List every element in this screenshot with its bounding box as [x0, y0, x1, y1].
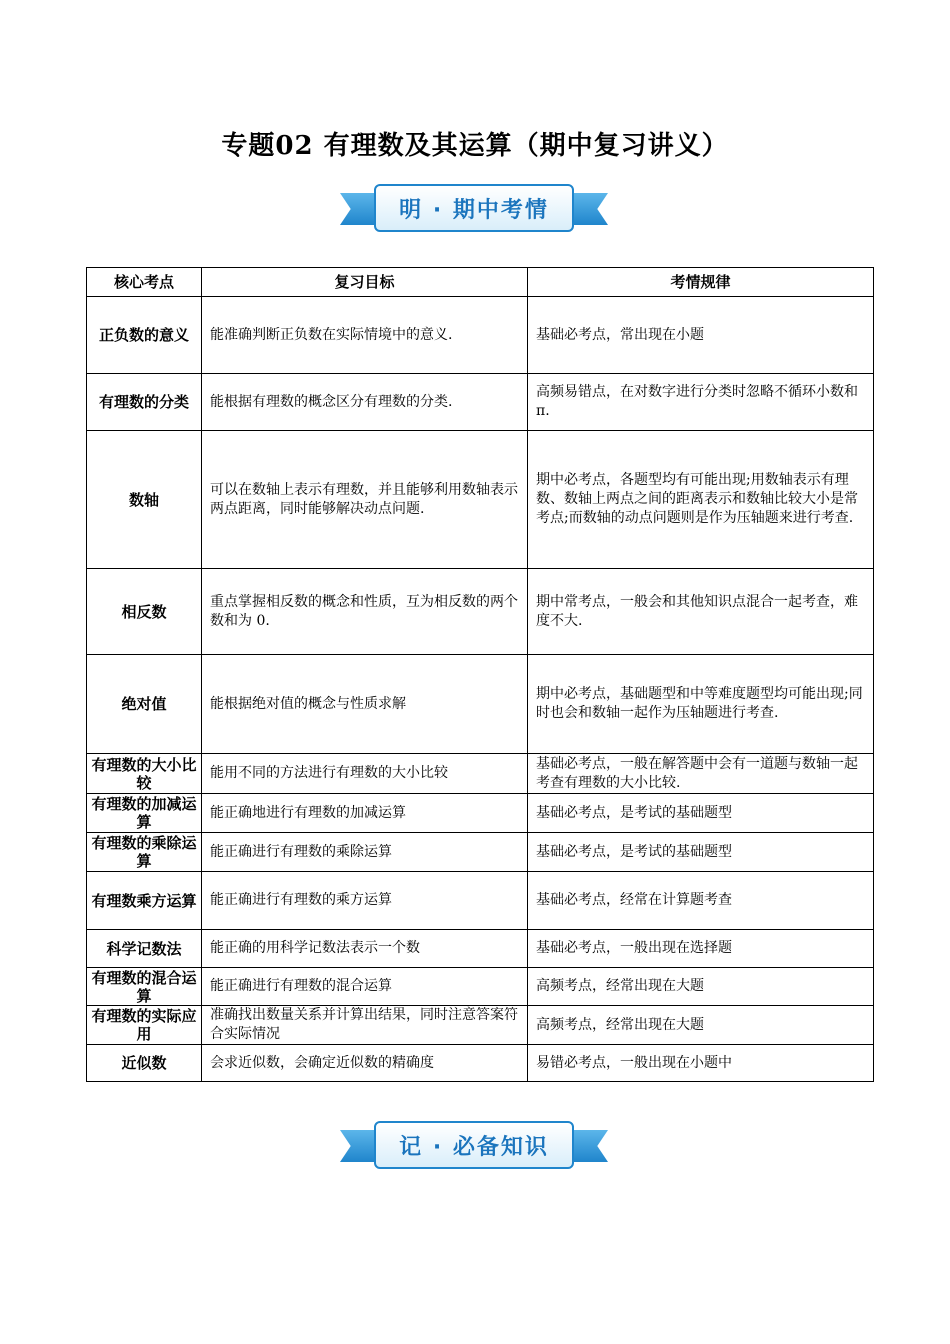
table-row [87, 833, 874, 872]
table-row [87, 968, 874, 1006]
core-point-cell: 数轴 [87, 431, 202, 569]
exam-pattern-cell: 期中常考点，一般会和其他知识点混合一起考查，难度不大. [528, 569, 874, 655]
core-point-cell: 正负数的意义 [87, 297, 202, 374]
header-exam-pattern: 考情规律 [528, 268, 874, 297]
exam-pattern-cell: 高频考点，经常出现在大题 [528, 1006, 874, 1045]
exam-pattern-cell: 高频易错点，在对数字进行分类时忽略不循环小数和π. [528, 374, 874, 431]
core-point-cell: 有理数的分类 [87, 374, 202, 431]
review-goal-cell: 能正确进行有理数的乘方运算 [202, 872, 528, 930]
core-point-cell: 绝对值 [87, 655, 202, 754]
table-row [87, 1006, 874, 1045]
review-goal-cell: 能正确进行有理数的乘除运算 [202, 833, 528, 872]
core-point-cell: 有理数的乘除运算 [87, 833, 202, 872]
exam-pattern-cell: 基础必考点，常出现在小题 [528, 297, 874, 374]
review-goal-cell: 重点掌握相反数的概念和性质，互为相反数的两个数和为 0. [202, 569, 528, 655]
core-point-cell: 近似数 [87, 1045, 202, 1082]
table-row [87, 431, 874, 569]
exam-pattern-cell: 易错必考点，一般出现在小题中 [528, 1045, 874, 1082]
core-point-cell: 有理数的混合运算 [87, 968, 202, 1006]
core-point-cell: 有理数的加减运算 [87, 794, 202, 833]
review-goal-cell: 能正确进行有理数的混合运算 [202, 968, 528, 1006]
table-row [87, 1045, 874, 1082]
page-title: 专题02 有理数及其运算（期中复习讲义） [221, 131, 729, 161]
table-row [87, 297, 874, 374]
exam-pattern-cell: 基础必考点，是考试的基础题型 [528, 794, 874, 833]
table-row [87, 930, 874, 968]
exam-pattern-cell: 期中必考点，基础题型和中等难度题型均可能出现;同时也会和数轴一起作为压轴题进行考查. [528, 655, 874, 754]
banner-label: 明 · 期中考情 [399, 197, 549, 223]
core-point-cell: 科学记数法 [87, 930, 202, 968]
review-goal-cell: 能准确判断正负数在实际情境中的意义. [202, 297, 528, 374]
table-row [87, 374, 874, 431]
review-goal-cell: 会求近似数，会确定近似数的精确度 [202, 1045, 528, 1082]
banner-plate [374, 184, 574, 232]
core-point-cell: 有理数的实际应用 [87, 1006, 202, 1045]
core-point-cell: 相反数 [87, 569, 202, 655]
review-goal-cell: 能用不同的方法进行有理数的大小比较 [202, 754, 528, 794]
exam-pattern-cell: 基础必考点，是考试的基础题型 [528, 833, 874, 872]
exam-points-table [86, 267, 874, 1082]
table-row [87, 754, 874, 794]
header-core-point: 核心考点 [87, 268, 202, 297]
table-row [87, 872, 874, 930]
table-row [87, 655, 874, 754]
section-banner-key-knowledge [340, 1121, 608, 1169]
section-banner-exam-trends [340, 184, 608, 232]
review-goal-cell: 能正确地进行有理数的加减运算 [202, 794, 528, 833]
review-goal-cell: 准确找出数量关系并计算出结果，同时注意答案符合实际情况 [202, 1006, 528, 1045]
table-row [87, 569, 874, 655]
header-review-goal: 复习目标 [202, 268, 528, 297]
banner-label: 记 · 必备知识 [399, 1134, 549, 1160]
core-point-cell: 有理数的大小比较 [87, 754, 202, 794]
table-row [87, 794, 874, 833]
core-point-cell: 有理数乘方运算 [87, 872, 202, 930]
exam-pattern-cell: 期中必考点，各题型均有可能出现;用数轴表示有理数、数轴上两点之间的距离表示和数轴比较大小是常考点;而数轴的动点问题则是作为压轴题来进行考查. [528, 431, 874, 569]
banner-plate [374, 1121, 574, 1169]
exam-pattern-cell: 基础必考点，一般出现在选择题 [528, 930, 874, 968]
exam-pattern-cell: 基础必考点，经常在计算题考查 [528, 872, 874, 930]
review-goal-cell: 能根据有理数的概念区分有理数的分类. [202, 374, 528, 431]
exam-pattern-cell: 基础必考点，一般在解答题中会有一道题与数轴一起考查有理数的大小比较. [528, 754, 874, 794]
review-goal-cell: 可以在数轴上表示有理数，并且能够利用数轴表示两点距离，同时能够解决动点问题. [202, 431, 528, 569]
review-goal-cell: 能正确的用科学记数法表示一个数 [202, 930, 528, 968]
review-goal-cell: 能根据绝对值的概念与性质求解 [202, 655, 528, 754]
exam-pattern-cell: 高频考点，经常出现在大题 [528, 968, 874, 1006]
table-header-row [87, 268, 874, 297]
